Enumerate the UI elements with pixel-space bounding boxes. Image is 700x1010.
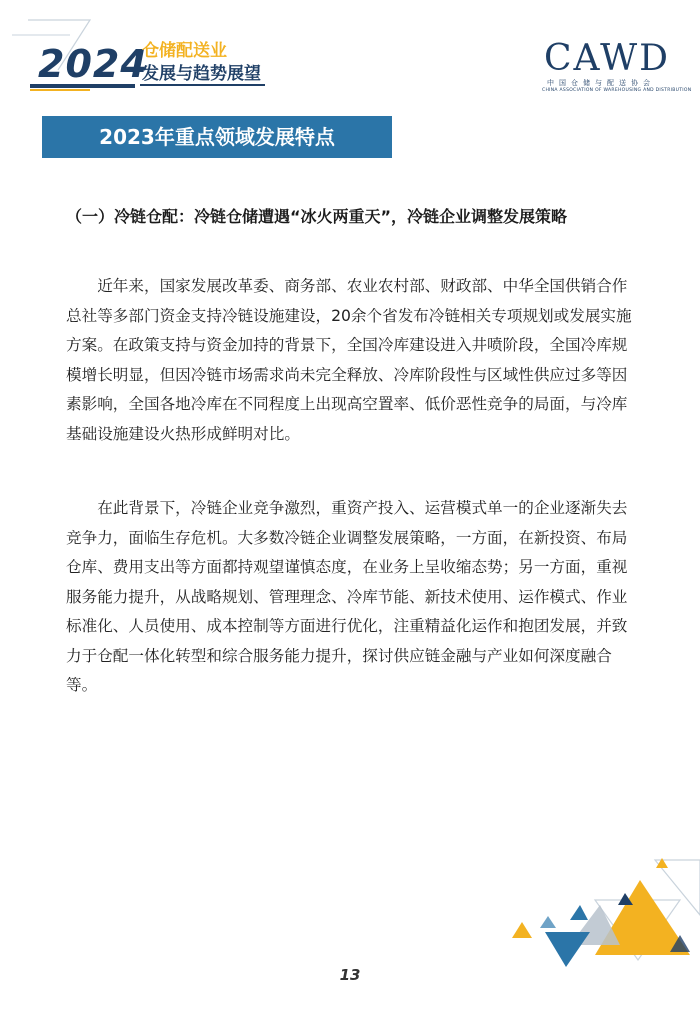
header-year: 2024: [38, 42, 148, 86]
deco-lightblue-triangle: [540, 916, 556, 928]
page-number: 13: [339, 966, 361, 984]
deco-blue-triangle-inverted: [545, 932, 590, 967]
deco-gold-triangle-small: [512, 922, 532, 938]
cawd-logo: CAWD: [544, 38, 670, 79]
header-thin-bar: [140, 84, 265, 86]
header-title-line2: 发展与趋势展望: [142, 64, 261, 84]
deco-gray-triangle: [570, 905, 620, 945]
deco-outline-triangle-1: [655, 860, 700, 915]
page-header: [0, 0, 700, 110]
logo-subtitle-cn: 中国仓储与配送协会: [547, 79, 655, 87]
deco-gold-triangle-large: [595, 880, 690, 955]
paragraph-2: 在此背景下，冷链企业竞争激烈，重资产投入、运营模式单一的企业逐渐失去竞争力，面临生存危机。大多数冷链企业调整发展策略，一方面，在新投资、布局仓库、费用支出等方面都持观望谨慎态度，在业务上呈收缩态势；另一方面，重视服务能力提升，从战略规划、管理理念、冷库节能、新技术使用、运作模式、作业标准化、人员使用、成本控制等方面进行优化，注重精益化运作和抱团发展，并致力于仓配一体化转型和综合服务能力提升，探讨供应链金融与产业如何深度融合等。: [66, 499, 628, 694]
paragraph-1: 近年来，国家发展改革委、商务部、农业农村部、财政部、中华全国供销合作总社等多部门资金支持冷链设施建设，20余个省发布冷链相关专项规划或发展实施方案。在政策支持与资金加持的背景下，全国冷库建设进入井喷阶段，全国冷库规模增长明显，但因冷链市场需求尚未完全释放、冷库阶段性与区域性供应过多等因素影响，全国各地冷库在不同程度上出现高空置率、低价恶性竞争的局面，与冷库基础设施建设火热形成鲜明对比。: [66, 277, 632, 443]
deco-navy-triangle-small: [618, 893, 633, 905]
deco-gold-triangle-tiny: [656, 858, 668, 868]
deco-outline-triangle-2: [595, 900, 680, 960]
subheading: （一）冷链仓配：冷链仓储遭遇“冰火两重天”，冷链企业调整发展策略: [66, 207, 568, 226]
header-title-line1: 仓储配送业: [142, 41, 227, 61]
header-gold-bar: [30, 89, 90, 91]
deco-blue-triangle-small: [570, 905, 588, 920]
logo-subtitle-en: CHINA ASSOCIATION OF WAREHOUSING AND DISTRIBUTION: [542, 88, 692, 93]
section-title: 2023年重点领域发展特点: [99, 125, 335, 149]
deco-navy-triangle-edge: [670, 935, 690, 952]
